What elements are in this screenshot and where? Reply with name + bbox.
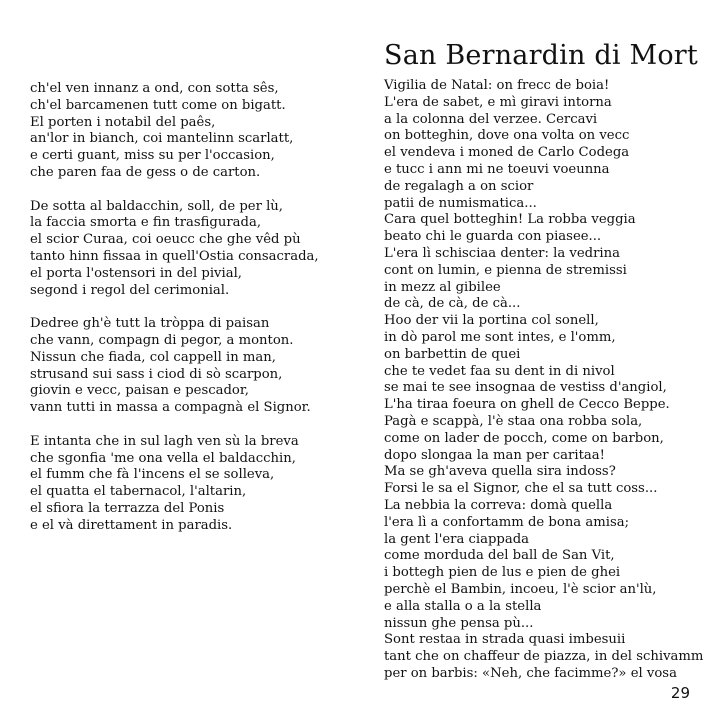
verse-line: an'lor in bianch, coi mantelinn scarlatt, xyxy=(30,131,294,147)
verse-line: la gent l'era ciappada xyxy=(384,531,530,547)
verse-line: segond i regol del cerimonial. xyxy=(30,282,230,298)
verse-line: ch'el ven innanz a ond, con sotta sês, xyxy=(30,81,279,96)
verse-line: el scior Curaa, coi oeucc che ghe vêd pù xyxy=(30,232,301,248)
stanza xyxy=(30,434,350,535)
verse-line: dopo slongaa la man per caritaa! xyxy=(384,447,605,463)
verse-line: El porten i notabil del paês, xyxy=(30,114,216,130)
verse-line: el sfiora la terrazza del Ponis xyxy=(30,500,225,516)
stanza xyxy=(30,81,350,182)
verse-line: per on barbis: «Neh, che facimme?» el vosa xyxy=(384,665,677,681)
verse-line: Dedree gh'è tutt la tròppa di paisan xyxy=(30,316,270,332)
verse-line: beato chi le guarda con piasee... xyxy=(384,229,602,245)
verse-line: come on lader de pocch, come on barbon, xyxy=(384,430,664,446)
verse-line: perchè el Bambin, incoeu, l'è scior an'lù, xyxy=(384,581,657,597)
verse-line: giovin e vecc, paisan e pescador, xyxy=(30,383,249,399)
verse-line: Vigilia de Natal: on frecc de boia! xyxy=(384,78,610,93)
page-number: 29 xyxy=(670,684,690,702)
verse-line: e el và direttament in paradis. xyxy=(30,517,233,533)
verse-line: come morduda del ball de San Vit, xyxy=(384,548,615,564)
verse-line: se mai te see insognaa de vestiss d'angiol, xyxy=(384,380,667,396)
verse-line: el vendeva i moned de Carlo Codega xyxy=(384,145,630,161)
verse-line: in mezz al gibilee xyxy=(384,279,501,295)
verse-line: el quatta el tabernacol, l'altarin, xyxy=(30,484,247,500)
verse-line: che sgonfia 'me ona vella el baldacchin, xyxy=(30,450,296,466)
verse-line: in dò parol me sont intes, e l'omm, xyxy=(384,329,616,345)
verse-line: l'era lì a confortamm de bona amisa; xyxy=(384,514,630,530)
verse-line: ch'el barcamenen tutt come on bigatt. xyxy=(30,97,286,113)
verse-line: el porta l'ostensori in del pivial, xyxy=(30,265,242,281)
verse-line: nissun ghe pensa pù... xyxy=(384,615,534,631)
verse-line: la faccia smorta e fin trasfigurada, xyxy=(30,215,262,231)
verse-line: tanto hinn fissaa in quell'Ostia consacrada, xyxy=(30,248,319,264)
verse-line: L'ha tiraa foeura on ghell de Cecco Beppe. xyxy=(384,397,670,413)
verse-line: tant che on chaffeur de piazza, in del schivamm xyxy=(384,649,704,665)
verse-line: de regalagh a on scior xyxy=(384,178,534,194)
verse-line: Pagà e scappà, l'è staa ona robba sola, xyxy=(384,413,643,429)
verse-line: i bottegh pien de lus e pien de ghei xyxy=(384,565,621,581)
poem-title: San Bernardin di Mort xyxy=(384,40,698,72)
right-column xyxy=(384,78,704,683)
verse-line: L'era de sabet, e mì giravi intorna xyxy=(384,94,612,110)
stanza xyxy=(30,316,350,417)
verse-line: De sotta al baldacchin, soll, de per lù, xyxy=(30,198,283,214)
verse-line: La nebbia la correva: domà quella xyxy=(384,497,613,513)
verse-line: L'era lì schisciaa denter: la vedrina xyxy=(384,245,620,261)
verse-line: a la colonna del verzee. Cercavi xyxy=(384,111,598,127)
verse-line: Ma se gh'aveva quella sira indoss? xyxy=(384,464,616,480)
verse-line: Cara quel botteghin! La robba veggia xyxy=(384,212,636,228)
verse-line: on botteghin, dove ona volta on vecc xyxy=(384,128,630,144)
verse-line: de cà, de cà, de cà... xyxy=(384,296,521,312)
verse-line: cont on lumin, e pienna de stremissi xyxy=(384,262,627,278)
verse-line: e certi guant, miss su per l'occasion, xyxy=(30,148,275,164)
verse-line: che paren faa de gess o de carton. xyxy=(30,164,261,180)
verse-line: el fumm che fà l'incens el se solleva, xyxy=(30,467,275,483)
stanza xyxy=(30,199,350,300)
verse-line: patii de numismatica... xyxy=(384,195,537,211)
verse-line: che vann, compagn di pegor, a monton. xyxy=(30,332,294,348)
verse-line: on barbettin de quei xyxy=(384,346,521,362)
verse-line: Nissun che fiada, col cappell in man, xyxy=(30,349,276,365)
verse-line: Forsi le sa el Signor, che el sa tutt coss... xyxy=(384,481,658,497)
verse-line: strusand sui sass i ciod di sò scarpon, xyxy=(30,366,283,382)
verse-line: vann tutti in massa a compagnà el Signor. xyxy=(30,400,311,416)
verse-line: Hoo der vii la portina col sonell, xyxy=(384,313,599,329)
verse-line: e alla stalla o a la stella xyxy=(384,598,542,614)
verse-line: E intanta che in sul lagh ven sù la breva xyxy=(30,433,299,449)
verse-line: che te vedet faa su dent in di nivol xyxy=(384,363,615,379)
verse-line: e tucc i ann mi ne toeuvi voeunna xyxy=(384,161,610,177)
verse-line: Sont restaa in strada quasi imbesuii xyxy=(384,632,626,648)
left-column xyxy=(30,81,350,551)
